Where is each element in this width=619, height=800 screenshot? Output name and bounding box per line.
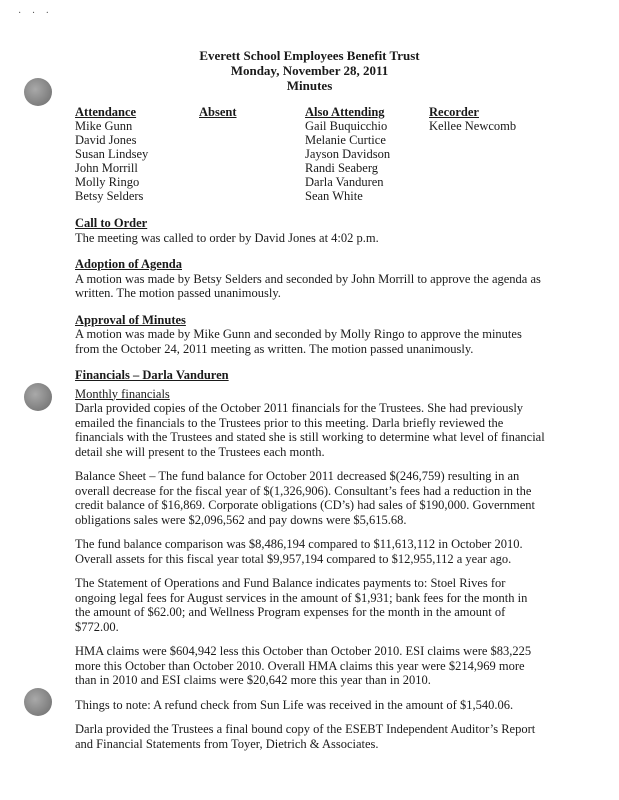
call-to-order-text: The meeting was called to order by David Jones at 4:02 p.m.	[75, 230, 379, 245]
attendee: Susan Lindsey	[75, 147, 149, 161]
attendee: Mike Gunn	[75, 119, 133, 133]
recorder-column	[429, 105, 516, 133]
recorder-name: Kellee Newcomb	[429, 119, 517, 133]
binder-hole-middle	[24, 383, 52, 411]
claims-paragraph: HMA claims were $604,942 less this October than October 2010. ESI claims were $83,225 more this October than October 2010. Overall HMA claims this year were $214,969 more than in 2010 and ESI claims were $20,642 more this year than in 2010.	[75, 644, 532, 687]
balance-sheet-paragraph: Balance Sheet – The fund balance for October 2011 decreased $(246,759) resulting in an overall decrease for the fiscal year of $(1,326,906). Consultant’s fees had a reduction in the credit balance of $16,869. Corporate obligations (CD’s) had sales of $190,000. Government obligations sales were $2,096,562 and pay downs were $5,615.68.	[75, 469, 535, 527]
approval-of-minutes-text: A motion was made by Mike Gunn and seconded by Molly Ringo to approve the minutes from the October 24, 2011 meeting as written. The motion passed unanimously.	[75, 327, 522, 356]
absent-column	[199, 105, 237, 119]
absent-heading: Absent	[199, 105, 237, 119]
meeting-date: Monday, November 28, 2011	[230, 63, 389, 78]
approval-of-minutes-heading: Approval of Minutes	[75, 312, 186, 327]
adoption-of-agenda-text: A motion was made by Betsy Selders and seconded by John Morrill to approve the agenda as written. The motion passed unanimously.	[75, 271, 541, 300]
attendee: John Morrill	[75, 161, 138, 175]
document-header	[0, 48, 619, 93]
also-attendee: Randi Seaberg	[305, 161, 379, 175]
attendee: Betsy Selders	[75, 189, 144, 203]
things-to-note-paragraph: Things to note: A refund check from Sun Life was received in the amount of $1,540.06.	[75, 697, 514, 712]
minutes-body	[75, 216, 545, 751]
adoption-of-agenda-heading: Adoption of Agenda	[75, 257, 182, 271]
attendance-heading: Attendance	[75, 105, 137, 119]
fund-balance-paragraph: The fund balance comparison was $8,486,194 compared to $11,613,112 in October 2010. Overall assets for this fiscal year total $9,957,194 compared to $12,955,112 a year ago.	[75, 537, 523, 566]
financials-paragraph: Darla provided copies of the October 2011 financials for the Trustees. She had previously emailed the financials to the Trustees prior to this meeting. Darla briefly reviewed the financials with the Trustees and stated she is still working to determine what level of financial detail she will present to the Trustees each month.	[75, 401, 545, 459]
org-name: Everett School Employees Benefit Trust	[199, 48, 420, 63]
financials-heading: Financials – Darla Vanduren	[75, 368, 229, 382]
binder-hole-bottom	[24, 688, 52, 716]
document-type: Minutes	[286, 78, 333, 93]
also-attendee: Melanie Curtice	[305, 133, 386, 147]
also-attendee: Sean White	[305, 189, 363, 203]
statement-of-operations-paragraph: The Statement of Operations and Fund Balance indicates payments to: Stoel Rives for ongoing legal fees for August services in the amount of $1,931; bank fees for the month in the amount of $62.00; and Wellness Program expenses for the month in the amount of $772.00.	[75, 576, 528, 634]
auditor-report-paragraph: Darla provided the Trustees a final bound copy of the ESEBT Independent Auditor’s Report and Financial Statements from Toyer, Dietrich & Associates.	[75, 722, 536, 751]
scan-specks: · · ·	[18, 8, 53, 19]
call-to-order-heading: Call to Order	[75, 216, 148, 230]
also-attendee: Jayson Davidson	[305, 147, 391, 161]
also-attendee: Gail Buquicchio	[305, 119, 388, 133]
monthly-financials-subheading: Monthly financials	[75, 386, 170, 401]
attendance-column	[75, 105, 148, 203]
also-attending-column	[305, 105, 390, 203]
also-attending-heading: Also Attending	[305, 105, 385, 119]
recorder-heading: Recorder	[429, 105, 479, 119]
attendee: David Jones	[75, 133, 137, 147]
also-attendee: Darla Vanduren	[305, 175, 384, 189]
attendee: Molly Ringo	[75, 175, 140, 189]
